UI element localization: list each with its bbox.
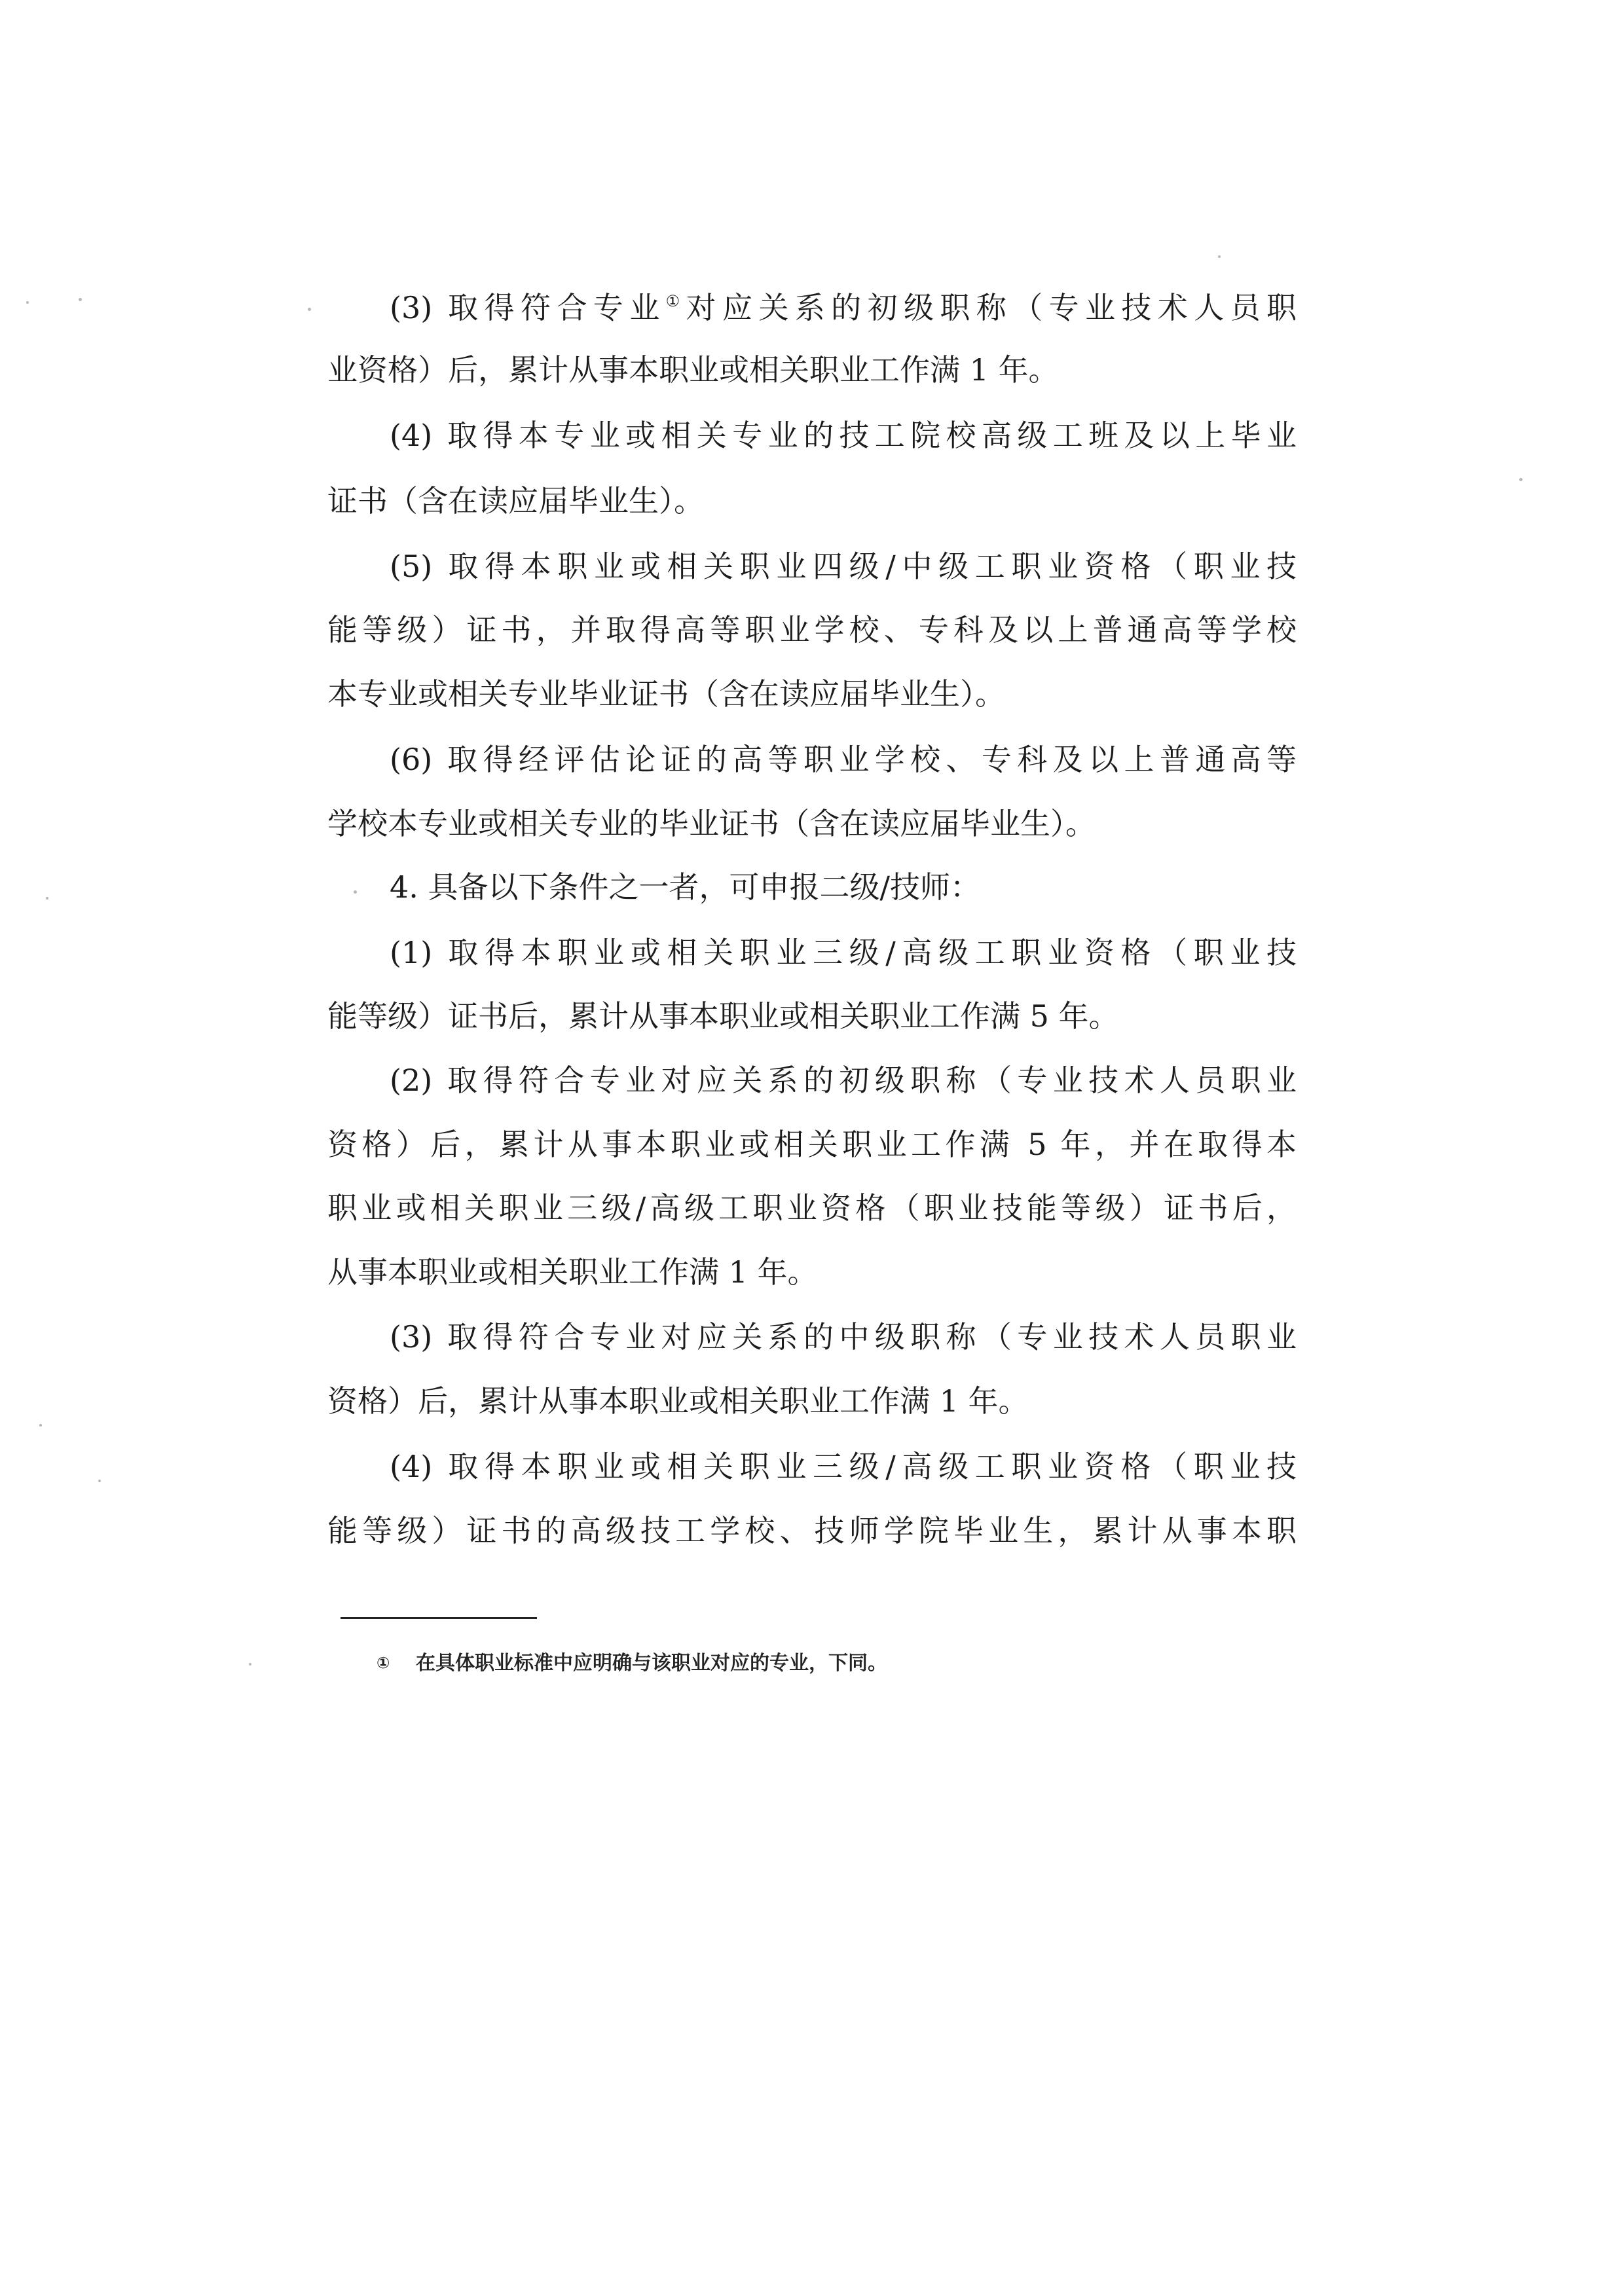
paragraph-3-line-1-text: (3) 取得符合专业: [390, 290, 666, 325]
sub-1-line-1: (1) 取得本职业或相关职业三级/高级工职业资格（职业技: [390, 935, 1297, 970]
scan-speck: [1218, 255, 1221, 258]
scan-speck: [1519, 478, 1522, 481]
scan-speck: [308, 308, 311, 311]
paragraph-3-line-1-continuation: 对应关系的初级职称（专业技术人员职: [686, 290, 1297, 325]
scan-speck: [46, 897, 48, 900]
scan-speck: [354, 890, 357, 894]
paragraph-3-line-2: 业资格）后，累计从事本职业或相关职业工作满 1 年。: [327, 352, 1059, 388]
sub-3-line-2: 资格）后，累计从事本职业或相关职业工作满 1 年。: [327, 1383, 1029, 1419]
section-4-heading: 4. 具备以下条件之一者，可申报二级/技师：: [390, 869, 981, 905]
sub-2-line-2: 资格）后，累计从事本职业或相关职业工作满 5 年，并在取得本: [327, 1127, 1297, 1162]
paragraph-6-line-2: 学校本专业或相关专业的毕业证书（含在读应届毕业生）。: [327, 806, 1096, 841]
paragraph-4-line-1: (4) 取得本专业或相关专业的技工院校高级工班及以上毕业: [390, 418, 1297, 453]
scan-speck: [26, 301, 29, 304]
footnote-text: 在具体职业标准中应明确与该职业对应的专业，下同。: [416, 1652, 887, 1675]
footnote: [377, 1650, 887, 1677]
scan-speck: [39, 1424, 42, 1427]
paragraph-3-line-1: [390, 288, 1297, 327]
sub-2-line-1: (2) 取得符合专业对应关系的初级职称（专业技术人员职业: [390, 1063, 1297, 1098]
paragraph-5-line-1: (5) 取得本职业或相关职业四级/中级工职业资格（职业技: [390, 549, 1297, 584]
scan-speck: [98, 1480, 101, 1482]
sub-4-line-1: (4) 取得本职业或相关职业三级/高级工职业资格（职业技: [390, 1449, 1297, 1484]
sub-2-line-4: 从事本职业或相关职业工作满 1 年。: [327, 1254, 818, 1290]
paragraph-5-line-2: 能等级）证书，并取得高等职业学校、专科及以上普通高等学校: [327, 612, 1297, 647]
sub-2-line-3: 职业或相关职业三级/高级工职业资格（职业技能等级）证书后，: [327, 1190, 1297, 1226]
sub-1-line-2: 能等级）证书后，累计从事本职业或相关职业工作满 5 年。: [327, 998, 1119, 1034]
paragraph-6-line-1: (6) 取得经评估论证的高等职业学校、专科及以上普通高等: [390, 742, 1297, 777]
scan-speck: [79, 298, 82, 301]
paragraph-4-line-2: 证书（含在读应届毕业生）。: [327, 483, 704, 519]
footnote-mark: ①: [377, 1654, 390, 1672]
paragraph-5-line-3: 本专业或相关专业毕业证书（含在读应届毕业生）。: [327, 676, 1005, 712]
scan-speck: [249, 1663, 251, 1666]
sub-4-line-2: 能等级）证书的高级技工学校、技师学院毕业生，累计从事本职: [327, 1513, 1297, 1548]
footnote-reference: ①: [665, 292, 686, 310]
footnote-divider: [341, 1617, 537, 1619]
sub-3-line-1: (3) 取得符合专业对应关系的中级职称（专业技术人员职业: [390, 1319, 1297, 1355]
